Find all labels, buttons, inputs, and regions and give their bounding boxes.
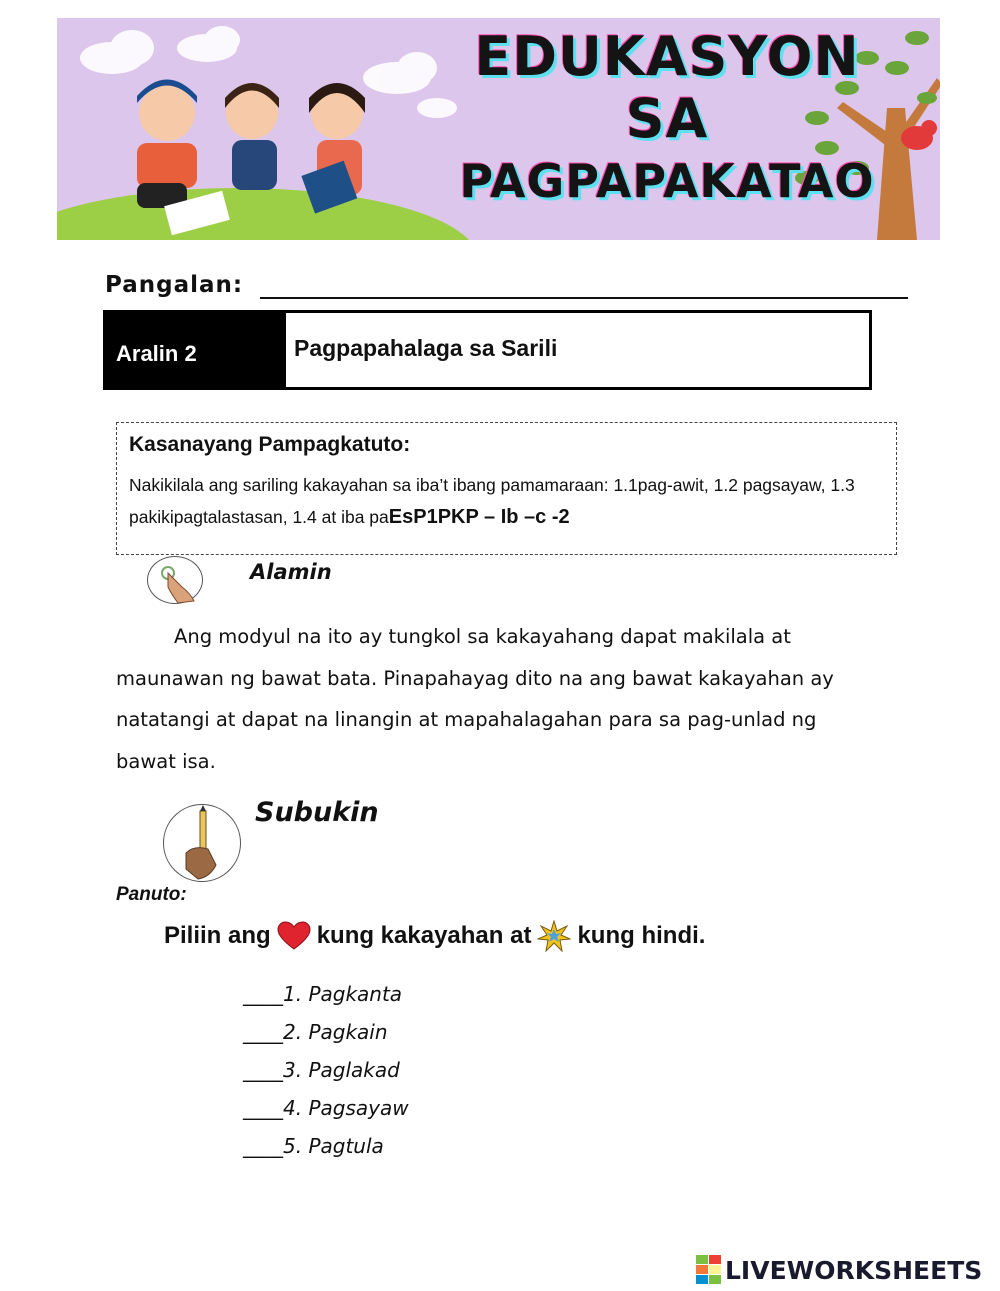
competency-description: Nakikilala ang sariling kakayahan sa iba’t ibang pamamaraan: 1.1pag-awit, 1.2 pagsayaw, 1.3 pakikipagtalastasan, 1.4 at iba pa	[129, 475, 855, 527]
name-blank-line[interactable]	[260, 297, 908, 299]
subukin-heading: Subukin	[255, 797, 379, 828]
alamin-text: Ang modyul na ito ay tungkol sa kakayahang dapat makilala at maunawan ng bawat bata. Pinapahayag dito na ang bawat kakayahan ay natatangi at dapat na linangin at mapahalagahan para sa pag-unlad ng bawat isa.	[116, 625, 834, 773]
panuto-label: Panuto:	[116, 884, 187, 905]
liveworksheets-logo-icon	[696, 1255, 722, 1285]
instruction-line	[164, 920, 705, 952]
instruction-part1: Piliin ang	[164, 922, 271, 949]
liveworksheets-wordmark: LIVEWORKSHEETS	[725, 1255, 983, 1285]
competency-box	[116, 422, 897, 555]
heart-icon	[277, 921, 311, 951]
list-item[interactable]: ____3. Paglakad	[243, 1058, 400, 1082]
competency-code: EsP1PKP – Ib –c -2	[388, 506, 570, 528]
alamin-paragraph	[116, 616, 876, 782]
header-banner	[57, 18, 940, 240]
pointing-hand-icon	[147, 556, 203, 604]
banner-title	[447, 26, 887, 212]
competency-text	[129, 469, 884, 533]
liveworksheets-logo[interactable]	[696, 1255, 982, 1285]
banner-title-line3: PAGPAPAKATAO	[459, 154, 875, 208]
pencil-hand-icon	[163, 804, 241, 882]
list-item[interactable]: ____4. Pagsayaw	[243, 1096, 409, 1120]
lesson-title: Pagpapahalaga sa Sarili	[283, 313, 869, 387]
list-item[interactable]: ____5. Pagtula	[243, 1134, 384, 1158]
banner-title-line1: EDUKASYON	[474, 25, 860, 88]
competency-heading: Kasanayang Pampagkatuto:	[129, 433, 411, 456]
star-icon	[537, 920, 571, 952]
name-label: Pangalan:	[105, 272, 244, 298]
list-item[interactable]: ____2. Pagkain	[243, 1020, 388, 1044]
instruction-part2: kung kakayahan at	[316, 922, 532, 949]
lesson-number: Aralin 2	[106, 313, 283, 387]
banner-title-line2: SA	[625, 87, 709, 150]
answer-list	[243, 978, 409, 1168]
list-item[interactable]: ____1. Pagkanta	[243, 982, 403, 1006]
instruction-part3: kung hindi.	[577, 922, 706, 949]
alamin-heading: Alamin	[250, 560, 332, 584]
lesson-header	[103, 310, 872, 390]
